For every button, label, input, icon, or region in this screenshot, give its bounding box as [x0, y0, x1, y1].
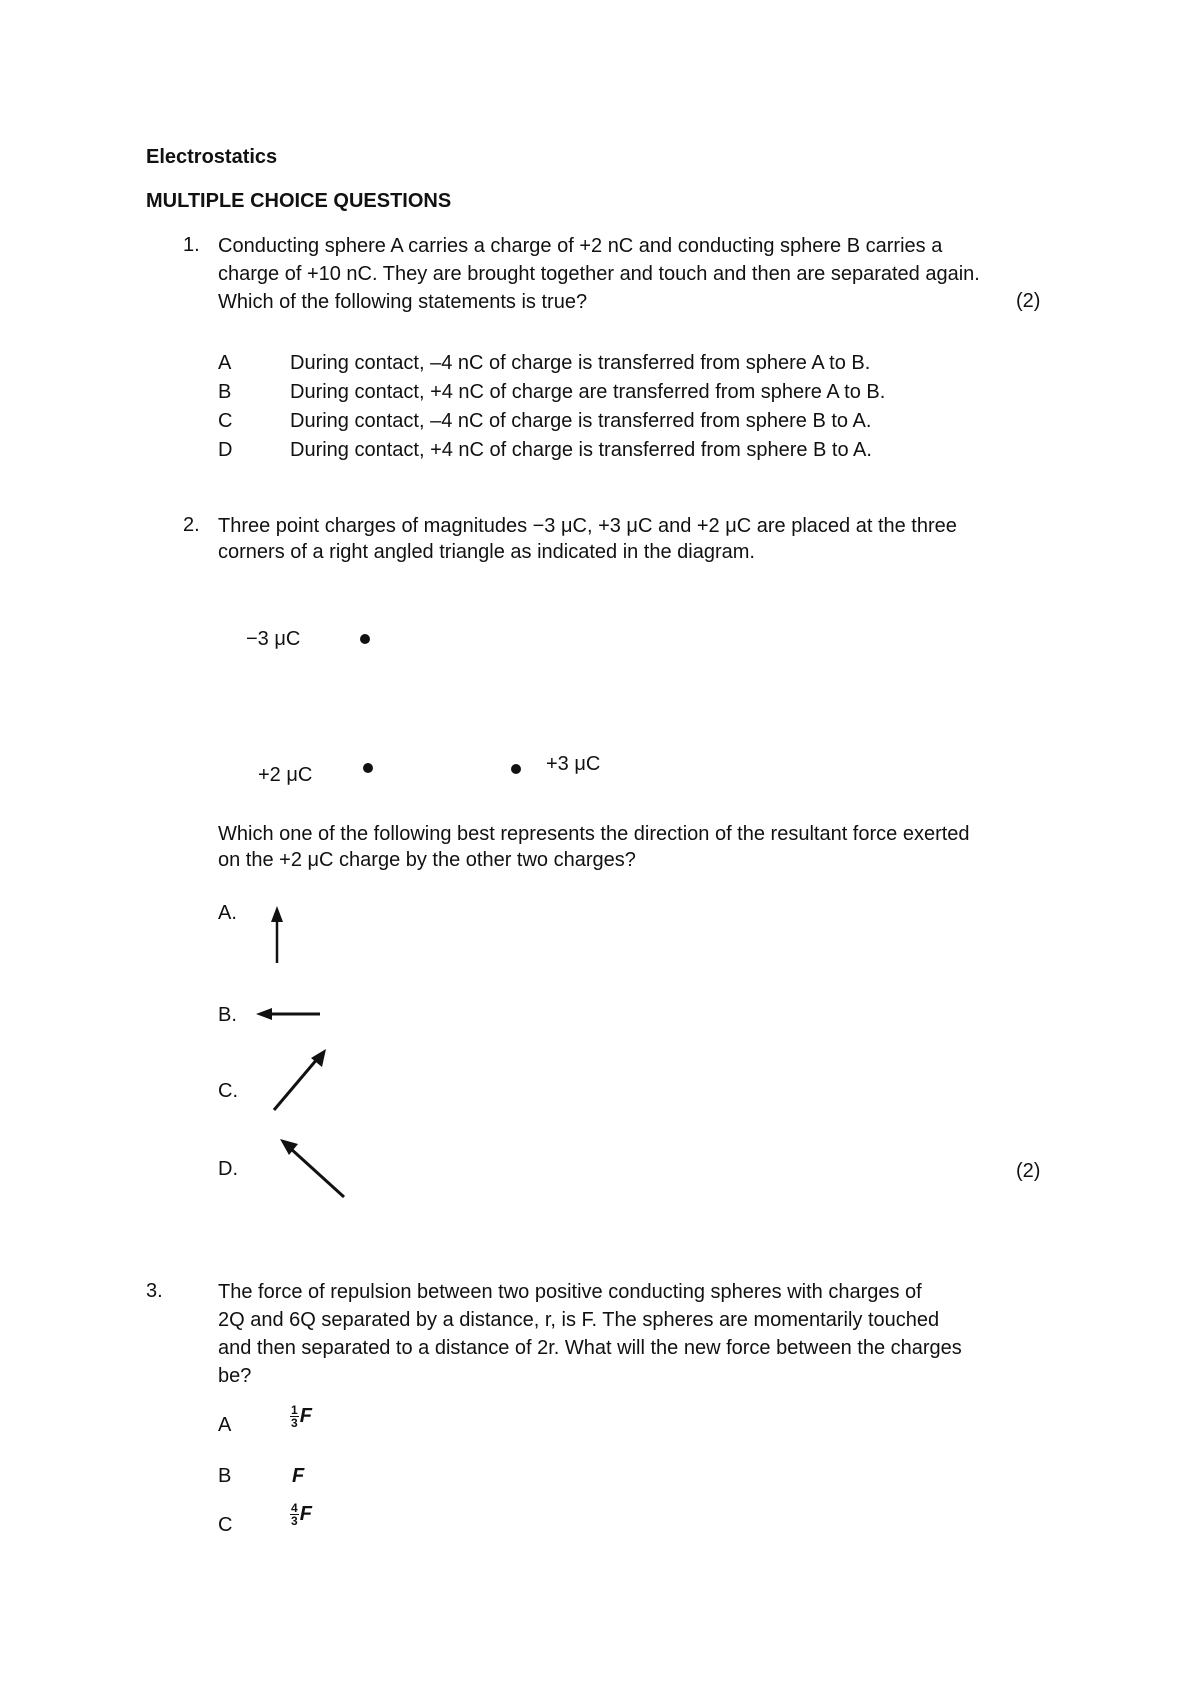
force-variable: F	[299, 1503, 312, 1525]
question-text-line: corners of a right angled triangle as indicated in the diagram.	[218, 541, 755, 563]
option-letter: B.	[218, 1004, 237, 1026]
force-variable: F	[299, 1405, 312, 1427]
option-letter: C	[218, 1514, 233, 1536]
question-text-line: charge of +10 nC. They are brought together and touch and then are separated again.	[218, 263, 980, 285]
charge-label-bottom-right: +3 μC	[546, 753, 601, 775]
option-letter: B	[218, 381, 232, 403]
option-letter: A	[218, 352, 232, 374]
fraction-numerator: 4	[291, 1501, 298, 1515]
question-text-line: on the +2 μC charge by the other two charges?	[218, 849, 636, 871]
fraction-numerator: 1	[291, 1403, 298, 1417]
page-heading: Electrostatics	[146, 146, 278, 168]
question-text-line: Conducting sphere A carries a charge of +2 nC and conducting sphere B carries a	[218, 235, 943, 257]
question-text-line: 2Q and 6Q separated by a distance, r, is F. The spheres are momentarily touched	[218, 1309, 940, 1331]
option-letter: D.	[218, 1158, 238, 1180]
question-text-line: Three point charges of magnitudes −3 μC, +3 μC and +2 μC are placed at the three	[218, 515, 957, 537]
option-letter: A	[218, 1414, 232, 1436]
question-text-line: Which one of the following best represents the direction of the resultant force exerted	[218, 823, 970, 845]
option-text: During contact, +4 nC of charge are transferred from sphere A to B.	[290, 381, 886, 403]
option-letter: D	[218, 439, 233, 461]
section-heading: MULTIPLE CHOICE QUESTIONS	[146, 190, 452, 212]
point-charge-bottom-left	[363, 763, 373, 773]
question-text-line: Which of the following statements is true?	[218, 291, 588, 313]
question-text-line: be?	[218, 1365, 252, 1387]
option-letter: C.	[218, 1080, 238, 1102]
fraction-answer	[290, 1502, 312, 1527]
point-charge-top	[360, 634, 370, 644]
marks-label: (2)	[1016, 290, 1041, 312]
fraction-denominator: 3	[291, 1416, 298, 1430]
option-letter: A.	[218, 902, 237, 924]
question-number: 1.	[183, 234, 200, 256]
question-text-line: and then separated to a distance of 2r. What will the new force between the charges	[218, 1337, 962, 1359]
option-letter: B	[218, 1465, 232, 1487]
charge-label-top: −3 μC	[246, 628, 301, 650]
option-text: During contact, –4 nC of charge is transferred from sphere A to B.	[290, 352, 871, 374]
option-letter: C	[218, 410, 233, 432]
charge-label-bottom-left: +2 μC	[258, 764, 313, 786]
fraction-denominator: 3	[291, 1514, 298, 1528]
question-text-line: The force of repulsion between two positive conducting spheres with charges of	[218, 1281, 922, 1303]
option-text: During contact, –4 nC of charge is transferred from sphere B to A.	[290, 410, 872, 432]
arrow-up-left-icon	[0, 0, 1, 1]
question-number: 2.	[183, 514, 200, 536]
point-charge-bottom-right	[511, 764, 521, 774]
force-variable: F	[292, 1465, 305, 1487]
fraction-answer	[290, 1404, 312, 1429]
option-text: During contact, +4 nC of charge is transferred from sphere B to A.	[290, 439, 872, 461]
question-number: 3.	[146, 1280, 163, 1302]
marks-label: (2)	[1016, 1160, 1041, 1182]
